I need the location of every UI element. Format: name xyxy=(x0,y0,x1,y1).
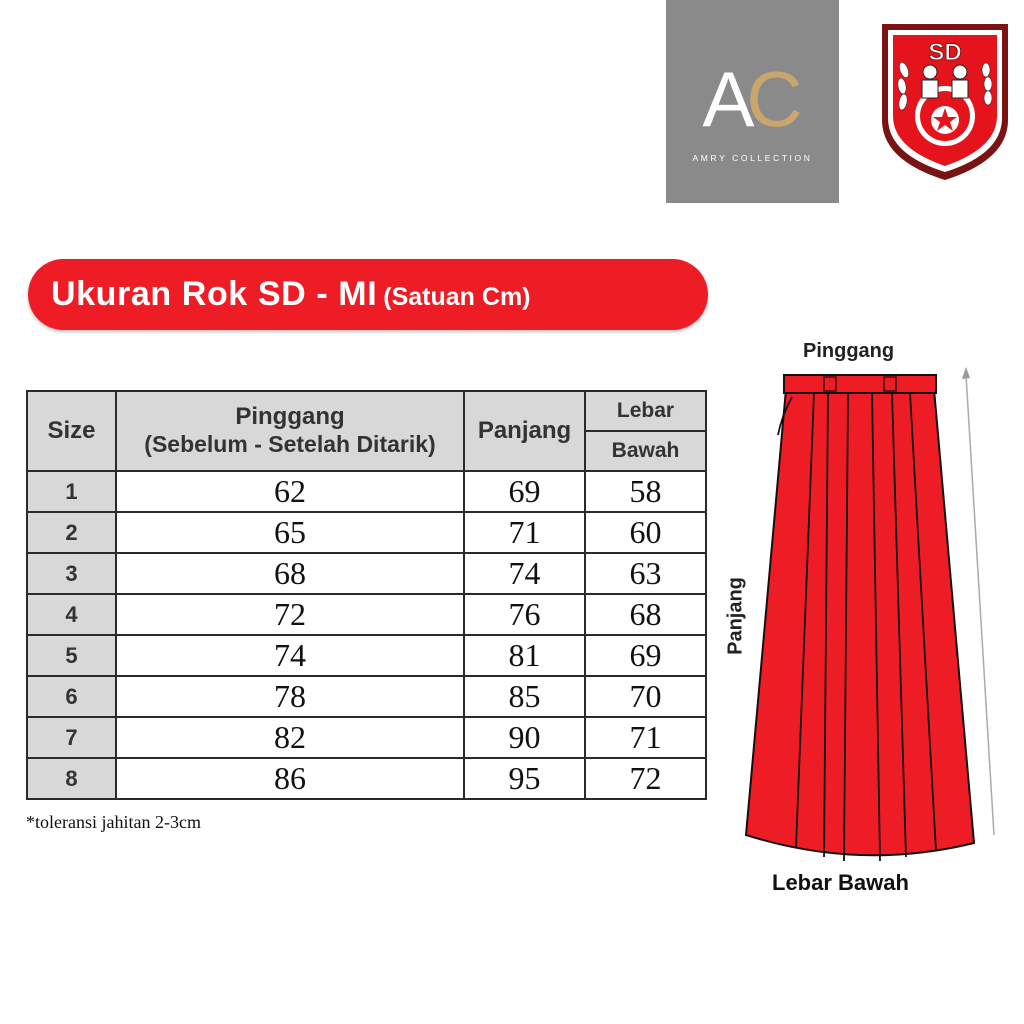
skirt-body xyxy=(746,389,974,855)
title-banner xyxy=(28,259,708,330)
page-title: Ukuran Rok SD - MI xyxy=(51,275,378,313)
cell-size: 3 xyxy=(27,553,116,594)
cell-pinggang: 65 xyxy=(116,512,464,553)
table-row xyxy=(27,635,706,676)
cell-size: 1 xyxy=(27,471,116,512)
header-lebar-sub: Bawah xyxy=(585,431,706,471)
header-pinggang-sub: (Sebelum - Setelah Ditarik) xyxy=(116,431,464,471)
size-table xyxy=(26,390,707,800)
cell-size: 4 xyxy=(27,594,116,635)
cell-size: 6 xyxy=(27,676,116,717)
cell-lebar: 63 xyxy=(585,553,706,594)
arrow-head-icon xyxy=(962,367,970,379)
cell-lebar: 69 xyxy=(585,635,706,676)
brand-logo xyxy=(666,0,839,203)
cell-size: 2 xyxy=(27,512,116,553)
cell-pinggang: 82 xyxy=(116,717,464,758)
header-panjang: Panjang xyxy=(464,391,585,471)
cell-panjang: 74 xyxy=(464,553,585,594)
cell-panjang: 76 xyxy=(464,594,585,635)
title-unit: (Satuan Cm) xyxy=(383,283,531,311)
cell-lebar: 70 xyxy=(585,676,706,717)
table-row xyxy=(27,512,706,553)
cell-panjang: 90 xyxy=(464,717,585,758)
tolerance-note: *toleransi jahitan 2-3cm xyxy=(26,812,201,832)
cell-pinggang: 86 xyxy=(116,758,464,799)
table-row xyxy=(27,676,706,717)
height-arrow-line xyxy=(966,375,994,835)
cell-size: 7 xyxy=(27,717,116,758)
emblem-text: SD xyxy=(928,39,962,66)
header-size: Size xyxy=(27,391,116,471)
cell-panjang: 95 xyxy=(464,758,585,799)
label-pinggang: Pinggang xyxy=(803,340,895,362)
cell-lebar: 60 xyxy=(585,512,706,553)
logo-letter-a: A xyxy=(702,55,755,143)
brand-name: AMRY COLLECTION xyxy=(692,153,813,163)
cell-pinggang: 74 xyxy=(116,635,464,676)
table-row xyxy=(27,553,706,594)
cell-pinggang: 68 xyxy=(116,553,464,594)
cell-pinggang: 62 xyxy=(116,471,464,512)
table-row xyxy=(27,717,706,758)
table-row xyxy=(27,758,706,799)
label-lebar-bawah: Lebar Bawah xyxy=(772,870,909,895)
skirt-diagram xyxy=(710,335,1024,905)
header-lebar: Lebar xyxy=(585,391,706,431)
cell-panjang: 81 xyxy=(464,635,585,676)
cell-pinggang: 72 xyxy=(116,594,464,635)
cell-size: 8 xyxy=(27,758,116,799)
logo-letter-c: C xyxy=(746,55,803,143)
brand-monogram xyxy=(666,55,839,143)
cell-lebar: 72 xyxy=(585,758,706,799)
cell-panjang: 85 xyxy=(464,676,585,717)
cell-size: 5 xyxy=(27,635,116,676)
header-pinggang: Pinggang xyxy=(116,391,464,431)
table-row xyxy=(27,471,706,512)
cell-lebar: 68 xyxy=(585,594,706,635)
school-emblem-icon xyxy=(876,20,1014,182)
cell-lebar: 71 xyxy=(585,717,706,758)
waistband xyxy=(784,375,936,393)
label-panjang: Panjang xyxy=(724,577,747,655)
cell-pinggang: 78 xyxy=(116,676,464,717)
table-row xyxy=(27,594,706,635)
cell-lebar: 58 xyxy=(585,471,706,512)
cell-panjang: 71 xyxy=(464,512,585,553)
cell-panjang: 69 xyxy=(464,471,585,512)
